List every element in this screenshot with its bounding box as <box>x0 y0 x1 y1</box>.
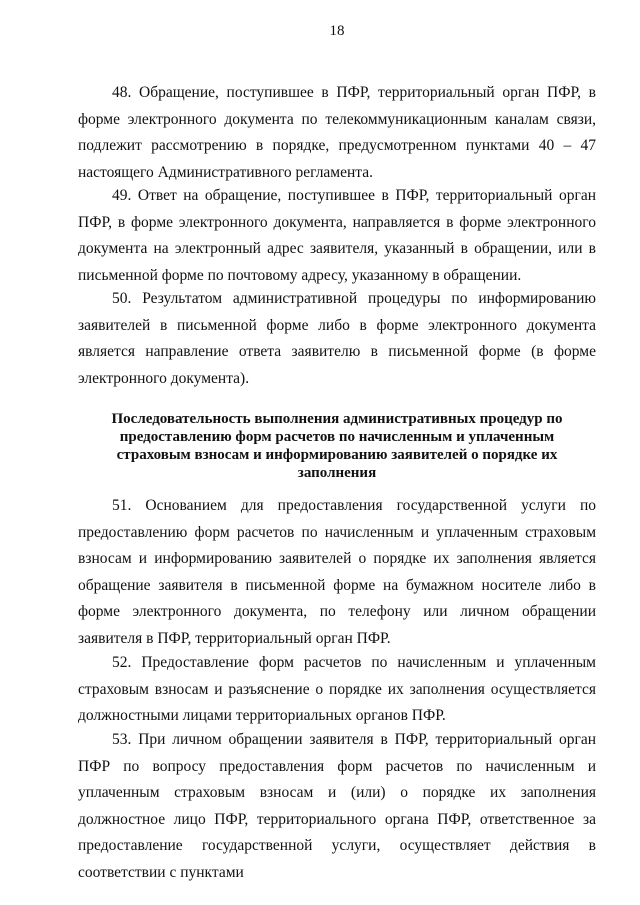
paragraph-51: 51. Основанием для предоставления государственной услуги по предоставлению форм расчетов по начисленным и уплаченным страховым взносам и информированию заявителей о порядке их заполнения является обращение заявителя в письменной форме на бумажном носителе либо в форме электронного документа, по телефону или личном обращении заявителя в ПФР, территориальный орган ПФР. <box>78 497 596 647</box>
page-number: 18 <box>329 23 345 39</box>
paragraph-52: 52. Предоставление форм расчетов по начисленным и уплаченным страховым взносам и разъяснение о порядке их заполнения осуществляется должностными лицами территориальных органов ПФР. <box>78 654 596 725</box>
paragraph-50: 50. Результатом административной процедуры по информированию заявителей в письменной форме либо в форме электронного документа является направление ответа заявителю в письменной форме (в форме электронного документа). <box>78 290 596 387</box>
paragraph-53: 53. При личном обращении заявителя в ПФР, территориальный орган ПФР по вопросу предоставления форм расчетов по начисленным и уплаченным страховым взносам и (или) о порядке их заполнения должностное лицо ПФР, территориального органа ПФР, ответственное за предоставление государственной услуги, осуществляет действия в соответствии с пунктами <box>78 731 596 881</box>
paragraph-48: 48. Обращение, поступившее в ПФР, территориальный орган ПФР, в форме электронного документа по телекоммуникационным каналам связи, подлежит рассмотрению в порядке, предусмотренном пунктами 40 – 47 настоящего Административного регламента. <box>78 84 596 181</box>
paragraph-49: 49. Ответ на обращение, поступившее в ПФР, территориальный орган ПФР, в форме электронного документа, направляется в форме электронного документа на электронный адрес заявителя, указанный в обращении, или в письменной форме по почтовому адресу, указанному в обращении. <box>78 187 596 284</box>
section-heading: Последовательность выполнения административных процедур по предоставлению форм расчетов по начисленным и уплаченным страховым взносам и информированию заявителей о порядке их заполнения <box>111 411 563 481</box>
